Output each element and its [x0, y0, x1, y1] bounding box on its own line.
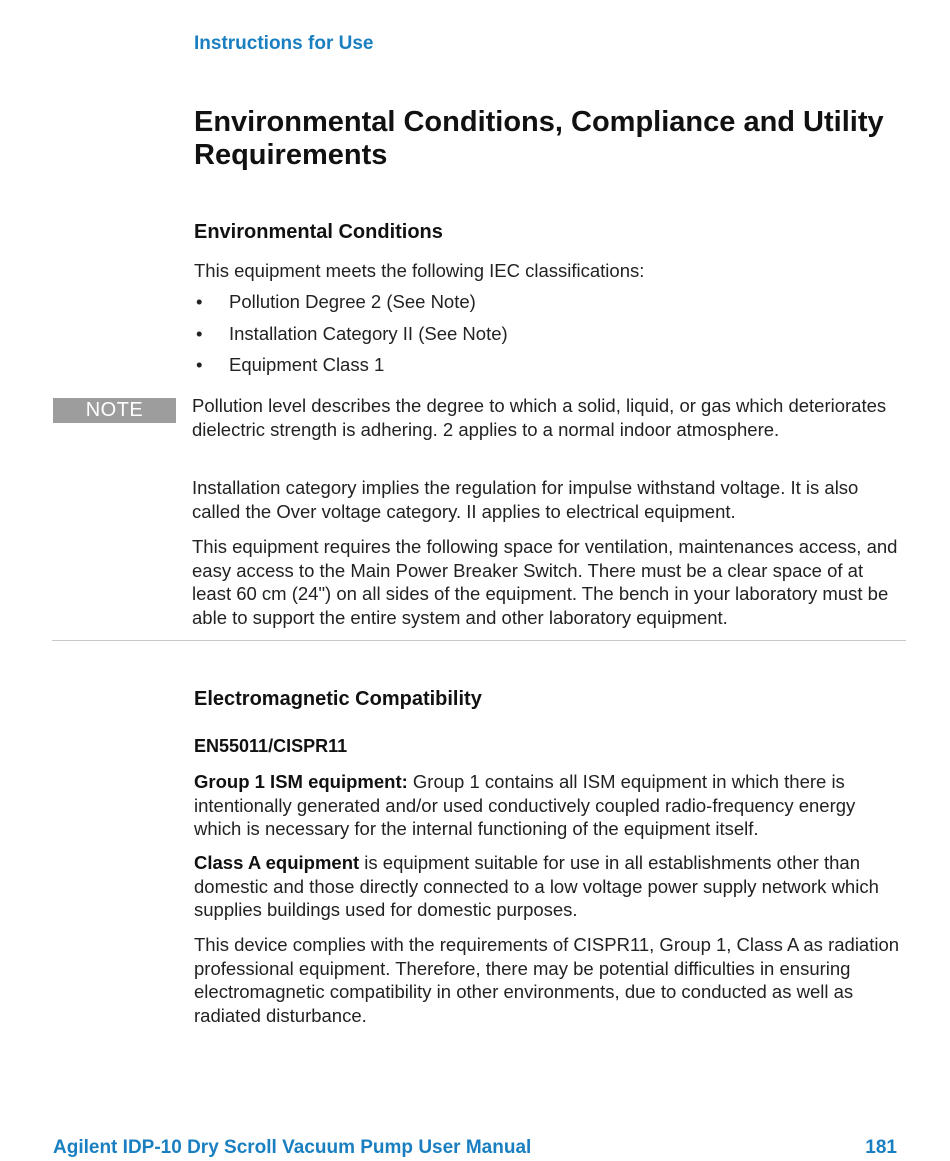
- note-space-text: This equipment requires the following space for ventilation, maintenances access, and easy access to the Main Power Breaker Switch. There must be a clear space of at least 60 cm (24") on all sides of the equipment. The bench in your laboratory must be able to support the entire system and other laboratory equipment.: [192, 536, 898, 628]
- section-divider: [52, 640, 906, 641]
- list-item: • Equipment Class 1: [196, 354, 385, 375]
- group1-text: Group 1 contains all ISM equipment in which there is intentionally generated and/or used conductively coupled radio-frequency energy which is necessary for the internal functioning of the equipment itself.: [194, 771, 856, 839]
- env-intro: This equipment meets the following IEC classifications:: [194, 260, 645, 281]
- bullet-icon: •: [196, 354, 203, 375]
- note-installation-text: Installation category implies the regulation for impulse withstand voltage. It is also called the Over voltage category. II applies to electrical equipment.: [192, 477, 859, 522]
- bullet-icon: •: [196, 322, 203, 344]
- group1-lead: Group 1 ISM equipment:: [194, 771, 408, 792]
- note-pollution-text: Pollution level describes the degree to which a solid, liquid, or gas which deteriorates dielectric strength is adhering. 2 applies to a normal indoor atmosphere.: [192, 395, 887, 440]
- emc-standard: EN55011/CISPR11: [194, 736, 348, 756]
- group1-paragraph: [194, 770, 894, 841]
- emc-heading: Electromagnetic Compatibility: [194, 688, 482, 710]
- compliance-paragraph: This device complies with the requirements of CISPR11, Group 1, Class A as radiation professional equipment. Therefore, there may be potential difficulties in ensuring electromagnetic compatibility in other environments, due to conducted as well as radiated disturbance.: [194, 934, 900, 1026]
- footer-manual-title: Agilent IDP-10 Dry Scroll Vacuum Pump User Manual: [53, 1137, 532, 1158]
- list-item: • Pollution Degree 2 (See Note): [196, 291, 476, 312]
- classa-text: is equipment suitable for use in all establishments other than domestic and those directly connected to a low voltage power supply network which supplies buildings used for domestic purposes.: [194, 852, 879, 920]
- iec-classification-list: [194, 290, 508, 385]
- env-heading: Environmental Conditions: [194, 221, 443, 243]
- note-badge: NOTE: [53, 398, 176, 423]
- header-section-link[interactable]: Instructions for Use: [194, 33, 374, 54]
- list-item: • Installation Category II (See Note): [196, 322, 508, 344]
- footer-page-number: 181: [865, 1137, 897, 1158]
- bullet-icon: •: [196, 291, 203, 312]
- page-title: Environmental Conditions, Compliance and Utility Requirements: [194, 106, 884, 171]
- classa-paragraph: [194, 851, 894, 922]
- classa-lead: Class A equipment: [194, 852, 360, 873]
